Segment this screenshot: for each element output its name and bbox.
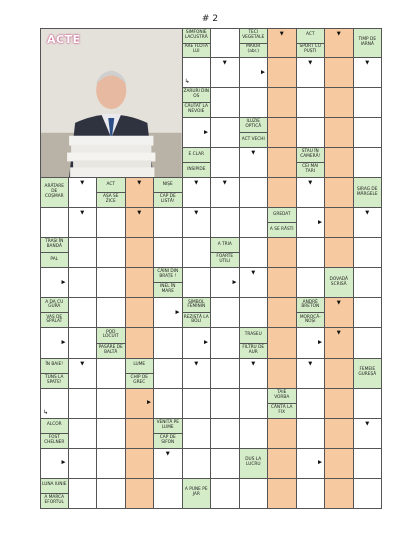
answer-cell[interactable] <box>211 88 240 118</box>
clue-text: ANDRÉ BRETON <box>301 299 320 310</box>
clue-text: ACT <box>106 181 115 187</box>
clue-cell <box>354 359 383 389</box>
clue-text: ACT VECHI <box>240 132 268 147</box>
clue-cell <box>268 208 297 238</box>
answer-cell[interactable] <box>297 419 326 449</box>
answer-cell[interactable] <box>211 118 240 148</box>
answer-cell[interactable] <box>69 298 98 328</box>
page-number: # 2 <box>201 14 219 24</box>
clue-text: INEL ÎN MARE <box>154 282 182 297</box>
arrow-down-icon: ▼ <box>222 180 227 187</box>
clue-cell <box>240 118 269 148</box>
answer-cell[interactable] <box>126 328 155 358</box>
answer-cell[interactable] <box>40 449 69 479</box>
clue-text: LUME <box>133 362 146 368</box>
answer-cell[interactable] <box>354 148 383 178</box>
answer-cell[interactable] <box>183 118 212 148</box>
answer-cell[interactable] <box>183 359 212 389</box>
clue-text: PASĂRE DE BALTĂ <box>97 343 125 358</box>
answer-cell[interactable] <box>297 208 326 238</box>
clue-cell <box>97 328 126 358</box>
answer-cell[interactable] <box>268 268 297 298</box>
answer-cell[interactable] <box>183 208 212 238</box>
answer-cell[interactable] <box>240 419 269 449</box>
arrow-right-icon: ▶ <box>232 279 237 286</box>
arrow-right-icon: ▶ <box>61 459 66 466</box>
answer-cell[interactable] <box>354 58 383 88</box>
answer-cell[interactable] <box>240 58 269 88</box>
answer-cell[interactable] <box>297 118 326 148</box>
answer-cell[interactable] <box>297 58 326 88</box>
answer-cell[interactable] <box>268 328 297 358</box>
answer-cell[interactable] <box>69 389 98 419</box>
answer-cell[interactable] <box>97 389 126 419</box>
arrow-right-icon: ▶ <box>318 339 322 346</box>
clue-cell <box>240 328 269 358</box>
answer-cell[interactable] <box>325 178 354 208</box>
arrow-hook-icon: ↳ <box>43 408 49 416</box>
answer-cell[interactable] <box>183 268 212 298</box>
answer-cell[interactable] <box>325 148 354 178</box>
clue-text: NIȘE <box>162 181 173 187</box>
clue-text: ALCOR <box>46 422 62 428</box>
arrow-down-icon: ▼ <box>80 210 85 217</box>
arrow-hook-icon: ↳ <box>184 78 190 86</box>
answer-cell[interactable] <box>354 328 383 358</box>
arrow-down-icon: ▼ <box>251 360 256 367</box>
answer-cell[interactable] <box>183 58 212 88</box>
answer-cell[interactable] <box>240 268 269 298</box>
answer-cell[interactable] <box>211 389 240 419</box>
answer-cell[interactable] <box>325 479 354 509</box>
answer-cell[interactable] <box>325 328 354 358</box>
answer-cell[interactable] <box>126 268 155 298</box>
arrow-right-icon: ▶ <box>61 339 66 346</box>
arrow-down-icon: ▼ <box>194 180 199 187</box>
clue-cell <box>183 88 212 118</box>
answer-cell[interactable] <box>69 328 98 358</box>
answer-cell[interactable] <box>354 389 383 419</box>
clue-text: AȘA SE ZICE <box>97 192 125 207</box>
answer-cell[interactable] <box>240 88 269 118</box>
clue-cell <box>183 28 212 58</box>
answer-cell[interactable] <box>97 449 126 479</box>
clue-text: TRAȘI ÎN BANDĂ <box>45 239 64 250</box>
clue-cell <box>40 178 69 208</box>
answer-cell[interactable] <box>69 178 98 208</box>
clue-text: TRASEU <box>244 332 262 338</box>
answer-cell[interactable] <box>325 298 354 328</box>
answer-cell[interactable] <box>69 268 98 298</box>
answer-cell[interactable] <box>126 479 155 509</box>
answer-cell[interactable] <box>183 449 212 479</box>
puzzle-title: ACTE <box>47 33 81 46</box>
answer-cell[interactable] <box>325 28 354 58</box>
answer-cell[interactable] <box>268 479 297 509</box>
answer-cell[interactable] <box>268 419 297 449</box>
answer-cell[interactable] <box>297 268 326 298</box>
arrow-down-icon: ▼ <box>365 420 370 427</box>
clue-cell <box>240 28 269 58</box>
clue-text: CĂUTAT LA NEVOIE <box>183 102 211 117</box>
answer-cell[interactable] <box>97 268 126 298</box>
clue-cell <box>297 28 326 58</box>
answer-cell[interactable] <box>40 268 69 298</box>
answer-cell[interactable] <box>126 389 155 419</box>
answer-cell[interactable] <box>325 449 354 479</box>
clue-text: CAP DE SIFON <box>154 433 182 448</box>
answer-cell[interactable] <box>354 118 383 148</box>
answer-cell[interactable] <box>325 58 354 88</box>
answer-cell[interactable] <box>240 359 269 389</box>
arrow-down-icon: ▼ <box>365 60 370 67</box>
answer-cell[interactable] <box>69 359 98 389</box>
answer-cell[interactable] <box>40 208 69 238</box>
clue-text: SIMBOL FEMININ <box>187 299 206 310</box>
answer-cell[interactable] <box>126 238 155 268</box>
clue-text: ILUZIE OPTICĂ <box>245 119 262 130</box>
clue-text: DUS LA LUCRU <box>245 457 262 468</box>
arrow-right-icon: ▶ <box>204 129 208 136</box>
clue-cell <box>40 419 69 449</box>
answer-cell[interactable] <box>183 238 212 268</box>
clue-text: A PUNE PE JAR <box>184 487 208 498</box>
answer-cell[interactable] <box>40 328 69 358</box>
answer-cell[interactable] <box>97 298 126 328</box>
arrow-down-icon: ▼ <box>365 210 370 217</box>
clue-text: GREDAT <box>273 211 291 217</box>
clue-cell <box>354 178 383 208</box>
answer-cell[interactable] <box>297 389 326 419</box>
answer-cell[interactable] <box>240 298 269 328</box>
answer-cell[interactable] <box>354 479 383 509</box>
answer-cell[interactable] <box>297 449 326 479</box>
arrow-down-icon: ▼ <box>308 360 313 367</box>
answer-cell[interactable] <box>354 268 383 298</box>
answer-cell[interactable] <box>325 359 354 389</box>
arrow-down-icon: ▼ <box>251 150 256 157</box>
arrow-down-icon: ▼ <box>194 360 199 367</box>
clue-text: FILTRU DE AUR <box>240 343 268 358</box>
clue-text: CHIP DE GREC <box>126 373 154 388</box>
arrow-down-icon: ▼ <box>308 180 313 187</box>
answer-cell[interactable] <box>297 238 326 268</box>
answer-cell[interactable] <box>240 208 269 238</box>
clue-text: SIMFONIE LACUSTRĂ <box>184 29 208 40</box>
clue-text: A DA CU GURA <box>45 299 64 310</box>
answer-cell[interactable] <box>126 298 155 328</box>
answer-cell[interactable] <box>354 88 383 118</box>
clue-cell <box>325 268 354 298</box>
answer-cell[interactable] <box>268 148 297 178</box>
answer-cell[interactable] <box>126 449 155 479</box>
clue-text: INSIPIDE <box>183 162 211 177</box>
clue-text: VAS DE SPĂLAT <box>41 312 68 327</box>
answer-cell[interactable] <box>297 359 326 389</box>
answer-cell[interactable] <box>297 178 326 208</box>
clue-text: ARE FLOTA LUI <box>183 43 211 58</box>
answer-cell[interactable] <box>211 419 240 449</box>
answer-cell[interactable] <box>183 419 212 449</box>
clue-text: MAIOR (abr.) <box>240 43 268 58</box>
arrow-down-icon: ▼ <box>194 210 199 217</box>
answer-cell[interactable] <box>154 328 183 358</box>
answer-cell[interactable] <box>154 479 183 509</box>
clue-text: CÂNTĂ LA FIX <box>268 403 296 418</box>
clue-cell <box>40 359 69 389</box>
clue-text: TECI VEGETALE <box>242 29 265 40</box>
clue-text: CEI MAI TARI <box>297 162 325 177</box>
clue-text: A TRIA <box>217 241 232 247</box>
answer-cell[interactable] <box>211 298 240 328</box>
answer-cell[interactable] <box>268 88 297 118</box>
answer-cell[interactable] <box>69 419 98 449</box>
arrow-down-icon: ▼ <box>336 31 341 37</box>
answer-cell[interactable] <box>154 298 183 328</box>
answer-cell[interactable] <box>325 208 354 238</box>
clue-cell <box>211 238 240 268</box>
clue-text: ÎN BAIE! <box>45 362 63 368</box>
clue-text: A SE RĂSTI <box>268 222 296 237</box>
arrow-down-icon: ▼ <box>165 450 170 457</box>
answer-cell[interactable] <box>126 178 155 208</box>
answer-cell[interactable] <box>154 449 183 479</box>
answer-cell[interactable] <box>211 268 240 298</box>
answer-cell[interactable] <box>183 328 212 358</box>
clue-cell <box>297 298 326 328</box>
clue-text: REZISTĂ LA BOLI <box>183 312 211 327</box>
answer-cell[interactable] <box>154 238 183 268</box>
clue-cell <box>126 359 155 389</box>
answer-cell[interactable] <box>97 238 126 268</box>
arrow-right-icon: ▶ <box>318 459 322 466</box>
answer-cell[interactable] <box>154 359 183 389</box>
answer-cell[interactable] <box>211 479 240 509</box>
clue-text: CAP DE LISTĂ! <box>154 192 182 207</box>
clue-cell <box>40 298 69 328</box>
arrow-down-icon: ▼ <box>137 210 142 217</box>
answer-cell[interactable] <box>97 208 126 238</box>
answer-cell[interactable] <box>97 419 126 449</box>
answer-cell[interactable] <box>69 208 98 238</box>
clue-text: PAL <box>41 252 68 267</box>
answer-cell[interactable] <box>354 449 383 479</box>
arrow-right-icon: ▶ <box>147 399 151 406</box>
crossword-photo <box>40 28 183 178</box>
answer-cell[interactable] <box>97 359 126 389</box>
answer-cell[interactable] <box>211 58 240 88</box>
clue-cell <box>183 298 212 328</box>
clue-text: STAU ÎN CAMERĂ! <box>300 149 321 160</box>
clue-text: ȘIRAG DE MĂRGELE <box>356 186 378 197</box>
answer-cell[interactable] <box>154 389 183 419</box>
clue-text: POD LOCUIT <box>102 329 119 340</box>
clue-text: ACT <box>306 32 315 38</box>
answer-cell[interactable] <box>240 178 269 208</box>
answer-cell[interactable] <box>154 208 183 238</box>
clue-cell <box>354 28 383 58</box>
answer-cell[interactable] <box>211 178 240 208</box>
answer-cell[interactable] <box>211 449 240 479</box>
answer-cell[interactable] <box>268 28 297 58</box>
answer-cell[interactable] <box>240 479 269 509</box>
answer-cell[interactable] <box>240 148 269 178</box>
arrow-down-icon: ▼ <box>222 60 227 67</box>
clue-cell <box>183 148 212 178</box>
arrow-right-icon: ▶ <box>175 309 180 316</box>
answer-cell[interactable] <box>183 178 212 208</box>
arrow-down-icon: ▼ <box>80 180 85 187</box>
clue-cell <box>154 268 183 298</box>
answer-cell[interactable] <box>268 118 297 148</box>
answer-cell[interactable] <box>354 208 383 238</box>
answer-cell[interactable] <box>97 479 126 509</box>
answer-cell[interactable] <box>211 148 240 178</box>
arrow-down-icon: ▼ <box>336 330 341 337</box>
answer-cell[interactable] <box>40 389 69 419</box>
clue-cell <box>240 449 269 479</box>
answer-cell[interactable] <box>183 389 212 419</box>
clue-text: LUNA IUNIE <box>42 482 67 488</box>
answer-cell[interactable] <box>69 449 98 479</box>
answer-cell[interactable] <box>268 238 297 268</box>
clue-text: VENITĂ PE LUME <box>156 419 179 430</box>
clue-text: DOVADĂ SCRISĂ <box>329 276 348 287</box>
answer-cell[interactable] <box>211 28 240 58</box>
clue-text: E CLAR <box>188 151 204 157</box>
arrow-down-icon: ▼ <box>137 180 142 187</box>
arrow-down-icon: ▼ <box>336 300 341 307</box>
answer-cell[interactable] <box>268 449 297 479</box>
clue-text: ZARURI DIN OS <box>183 89 209 100</box>
answer-cell[interactable] <box>325 88 354 118</box>
arrow-down-icon: ▼ <box>80 360 85 367</box>
clue-text: TIMP DE IARNĂ <box>358 37 377 48</box>
answer-cell[interactable] <box>325 238 354 268</box>
crossword-grid <box>40 28 382 509</box>
clue-cell <box>154 419 183 449</box>
clue-cell <box>183 479 212 509</box>
arrow-down-icon: ▼ <box>279 31 284 37</box>
answer-cell[interactable] <box>268 58 297 88</box>
answer-cell[interactable] <box>240 389 269 419</box>
clue-text: SPORT CU PUȘTI <box>297 43 325 58</box>
answer-cell[interactable] <box>297 479 326 509</box>
clue-cell <box>40 238 69 268</box>
answer-cell[interactable] <box>354 419 383 449</box>
clue-cell <box>40 479 69 509</box>
arrow-right-icon: ▶ <box>61 279 66 286</box>
clue-text: TUNS LA SPATE! <box>41 373 68 388</box>
arrow-down-icon: ▼ <box>251 270 256 277</box>
answer-cell[interactable] <box>354 298 383 328</box>
clue-cell <box>97 178 126 208</box>
clue-text: CĂINI DIN BRAȚE ! <box>157 269 179 280</box>
answer-cell[interactable] <box>325 419 354 449</box>
clue-text: FEMEIE GUREȘĂ <box>358 367 377 378</box>
clue-cell <box>297 148 326 178</box>
arrow-down-icon: ▼ <box>308 60 313 67</box>
answer-cell[interactable] <box>240 238 269 268</box>
answer-cell[interactable] <box>69 238 98 268</box>
answer-cell[interactable] <box>325 389 354 419</box>
answer-cell[interactable] <box>268 178 297 208</box>
answer-cell[interactable] <box>354 238 383 268</box>
answer-cell[interactable] <box>268 298 297 328</box>
answer-cell[interactable] <box>126 208 155 238</box>
clue-cell <box>268 389 297 419</box>
clue-text: FOARTE UTILI <box>211 252 239 267</box>
answer-cell[interactable] <box>211 208 240 238</box>
answer-cell[interactable] <box>211 359 240 389</box>
answer-cell[interactable] <box>211 328 240 358</box>
answer-cell[interactable] <box>325 118 354 148</box>
clue-text: ARĂTARE DE COȘMAR <box>44 184 64 200</box>
arrow-right-icon: ▶ <box>261 68 265 75</box>
arrow-right-icon: ▶ <box>318 219 322 226</box>
answer-cell[interactable] <box>268 359 297 389</box>
answer-cell[interactable] <box>297 88 326 118</box>
clue-text: TAIE VORBA <box>274 389 290 400</box>
answer-cell[interactable] <box>69 479 98 509</box>
arrow-right-icon: ▶ <box>204 339 208 346</box>
clue-text: A MARCA EFORTUL <box>41 493 68 508</box>
answer-cell[interactable] <box>297 328 326 358</box>
clue-text: FOST CHELNER <box>41 433 68 448</box>
clue-cell <box>154 178 183 208</box>
answer-cell[interactable] <box>126 419 155 449</box>
clue-text: MOROCĂ-NOȘI <box>297 312 325 327</box>
